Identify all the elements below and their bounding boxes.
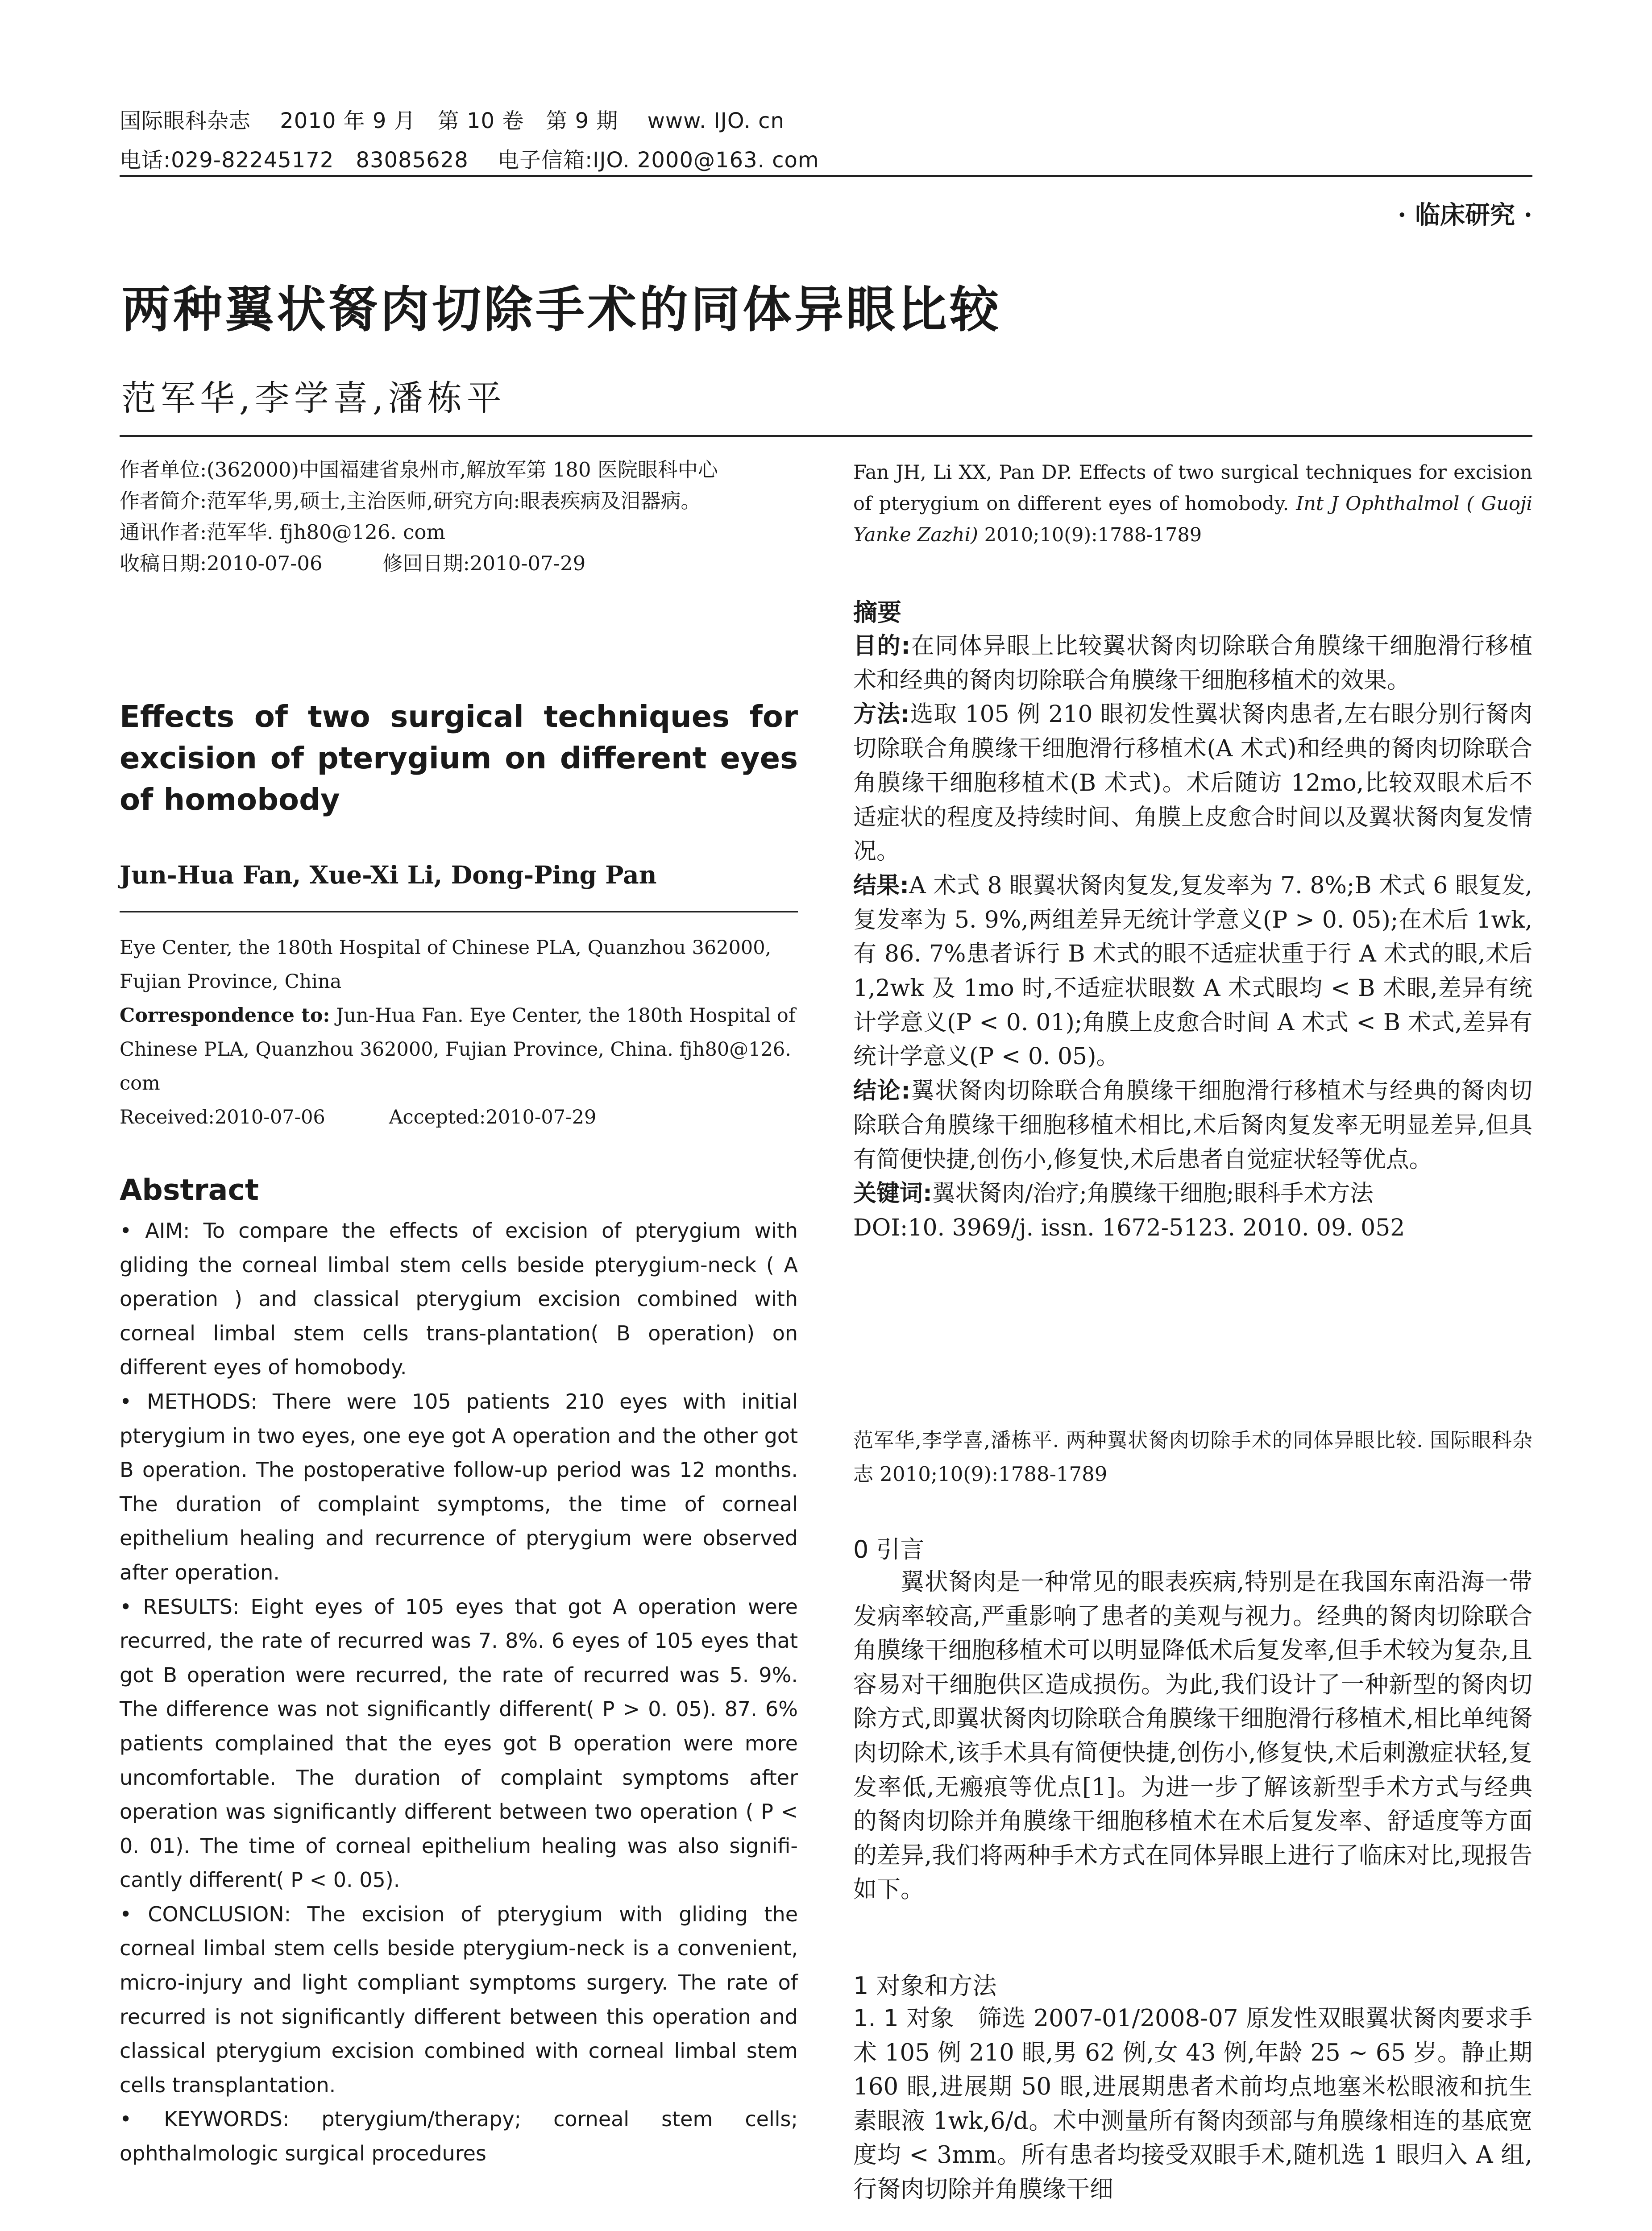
received-dates: 收稿日期:2010-07-06 修回日期:2010-07-29 [120,552,586,575]
keywords-text: 翼状胬肉/治疗;角膜缘干细胞;眼科手术方法 [932,1180,1374,1207]
conclusion-text: 翼状胬肉切除联合角膜缘干细胞滑行移植术与经典的胬肉切除联合角膜缘干细胞移植术相比,术后胬肉复发率无明显差异,但具有简便快捷,创伤小,修复快,术后患者自觉症状轻等优点。 [853,1078,1532,1173]
abstract-heading: Abstract [120,1174,259,1207]
english-citation [853,457,1532,551]
citation-volume: 2010;10(9):1788-1789 [978,524,1202,546]
subjects-label: 1. 1 对象 [853,2005,955,2032]
header-rule [120,175,1532,177]
abstract-cn-results [853,869,1532,1074]
conclusion-label: 结论: [853,1078,911,1105]
english-correspondence [120,999,798,1100]
abstract-cn-keywords [853,1177,1532,1211]
abstract-results: • RESULTS: Eight eyes of 105 eyes that got A operation were recurred, the rate of recurred was 7. 8%. 6 eyes of 105 eyes that got B operation were recurred, the rate of recurred was 5. 9%. The difference was not significantly different( P > 0. 05). 87. 6% patients complained that the eyes got B operation were more uncomfortable. The duration of complaint symptoms after operation was significantly different between two operation ( P < 0. 01). The time of corneal epithelium healing was also signifi-cantly different( P < 0. 05). [120,1594,798,1892]
citation-authors-title: Fan JH, Li XX, Pan DP. Effects of two surgical techniques for excision of pterygium on different eyes of homobody. [853,461,1532,515]
chinese-citation: 范军华,李学喜,潘栋平. 两种翼状胬肉切除手术的同体异眼比较. 国际眼科杂志 2010;10(9):1788-1789 [853,1428,1532,1486]
section-tag: · 临床研究 · [1398,200,1532,230]
english-title: Effects of two surgical techniques for excision of pterygium on different eyes of homobody [120,699,798,817]
intro-body-block [853,1565,1532,1907]
correspondence-label: Correspondence to: [120,1004,330,1027]
english-received-dates: Received:2010-07-06 Accepted:2010-07-29 [120,1106,597,1128]
abstract-cn-heading: 摘要 [853,598,901,626]
abstract-chinese [853,629,1532,1245]
english-authors-rule [120,911,798,912]
keywords-label: 关键词: [853,1180,932,1207]
author-unit: 作者单位:(362000)中国福建省泉州市,解放军第 180 医院眼科中心 [120,458,718,481]
author-bio: 作者简介:范军华,男,硕士,主治医师,研究方向:眼表疾病及泪器病。 [120,489,701,513]
author-info-block [120,454,798,579]
methods-label: 方法: [853,701,910,728]
journal-issue-line: 国际眼科杂志 2010 年 9 月 第 10 卷 第 9 期 www. IJO. cn [120,108,784,133]
journal-contact-line: 电话:029-82245172 83085628 电子信箱:IJO. 2000@163. com [120,148,819,173]
abstract-cn-aim [853,629,1532,697]
subjects-paragraph [853,2002,1532,2207]
english-affiliation: Eye Center, the 180th Hospital of Chinese PLA, Quanzhou 362000, Fujian Province, China [120,937,772,993]
results-label: 结果: [853,872,909,899]
english-authors: Jun-Hua Fan, Xue-Xi Li, Dong-Ping Pan [120,860,657,889]
citation-journal: Int J Ophthalmol ( Guoji Yanke Zazhi) [853,493,1532,546]
correspondence-author: 通讯作者:范军华. fjh80@126. com [120,520,446,544]
aim-text: 在同体异眼上比较翼状胬肉切除联合角膜缘干细胞滑行移植术和经典的胬肉切除联合角膜缘干细胞移植术的效果。 [853,633,1532,694]
abstract-cn-conclusion [853,1074,1532,1177]
methods-text: 选取 105 例 210 眼初发性翼状胬肉患者,左右眼分别行胬肉切除联合角膜缘干细胞滑行移植术(A 术式)和经典的胬肉切除联合角膜缘干细胞移植术(B 术式)。术后随访 12mo,比较双眼术后不适症状的程度及持续时间、角膜上皮愈合时间以及翼状胬肉复发情况。 [853,701,1532,865]
article-title: 两种翼状胬肉切除手术的同体异眼比较 [121,281,1001,338]
subjects-text: 筛选 2007-01/2008-07 原发性双眼翼状胬肉要求手术 105 例 210 眼,男 62 例,女 43 例,年龄 25 ~ 65 岁。静止期 160 眼,进展期 50 眼,进展期患者术前均点地塞米松眼液和抗生素眼液 1wk,6/d。术中测量所有胬肉颈部与角膜缘相连的基底宽度均 < 3mm。所有患者均接受双眼手术,随机选 1 眼归入 A 组,行胬肉切除并角膜缘干细 [853,2005,1532,2203]
article-authors: 范军华,李学喜,潘栋平 [121,378,506,419]
abstract-cn-methods [853,697,1532,869]
abstract-methods: • METHODS: There were 105 patients 210 eyes with initial pterygium in two eyes, one eye got A operation and the other got B operation. The postoperative follow-up period was 12 months. The duration of complaint symptoms, the time of corneal epithelium healing and recurrence of pterygium were observed after operation. [120,1389,798,1584]
methods-heading: 1 对象和方法 [853,1972,997,2000]
aim-label: 目的: [853,633,911,659]
abstract-english [120,1214,798,2171]
intro-heading: 0 引言 [853,1535,925,1563]
abstract-conclusion: • CONCLUSION: The excision of pterygium with gliding the corneal limbal stem cells beside pterygium-neck is a convenient, micro-injury and light compliant symptoms surgery. The rate of recurred is not significantly different between this operation and classical pterygium excision combined with corneal limbal stem cells transplantation. [120,1902,798,2097]
abstract-keywords: • KEYWORDS: pterygium/therapy; corneal stem cells; ophthalmologic surgical procedures [120,2107,798,2166]
intro-paragraph: 翼状胬肉是一种常见的眼表疾病,特别是在我国东南沿海一带发病率较高,严重影响了患者的美观与视力。经典的胬肉切除联合角膜缘干细胞移植术可以明显降低术后复发率,但手术较为复杂,且容易对干细胞供区造成损伤。为此,我们设计了一种新型的胬肉切除方式,即翼状胬肉切除联合角膜缘干细胞滑行移植术,相比单纯胬肉切除术,该手术具有简便快捷,创伤小,修复快,术后刺激症状轻,复发率低,无瘢痕等优点[1]。为进一步了解该新型手术方式与经典的胬肉切除并角膜缘干细胞移植术在术后复发率、舒适度等方面的差异,我们将两种手术方式在同体异眼上进行了临床对比,现报告如下。 [853,1568,1532,1903]
english-affiliation-block [120,931,798,1134]
doi-line: DOI:10. 3969/j. issn. 1672-5123. 2010. 09. 052 [853,1214,1405,1241]
title-rule [120,435,1532,437]
results-text: A 术式 8 眼翼状胬肉复发,复发率为 7. 8%;B 术式 6 眼复发,复发率为 5. 9%,两组差异无统计学意义(P > 0. 05);在术后 1wk,有 86. 7%患者诉行 B 术式的眼不适症状重于行 A 术式的眼,术后 1,2wk 及 1mo 时,不适症状眼数 A 术式眼均 < B 术眼,差异有统计学意义(P < 0. 01);角膜上皮愈合时间 A 术式 < B 术式,差异有统计学意义(P < 0. 05)。 [853,872,1533,1070]
correspondence-text: Jun-Hua Fan. Eye Center, the 180th Hospital of Chinese PLA, Quanzhou 362000, Fujian Province, China. fjh80@126. com [120,1004,796,1095]
methods-body-block [853,2002,1532,2207]
abstract-aim: • AIM: To compare the effects of excision of pterygium with gliding the corneal limbal stem cells beside pterygium-neck ( A operation ) and classical pterygium excision combined with corneal limbal stem cells trans-plantation( B operation) on different eyes of homobody. [120,1219,798,1380]
